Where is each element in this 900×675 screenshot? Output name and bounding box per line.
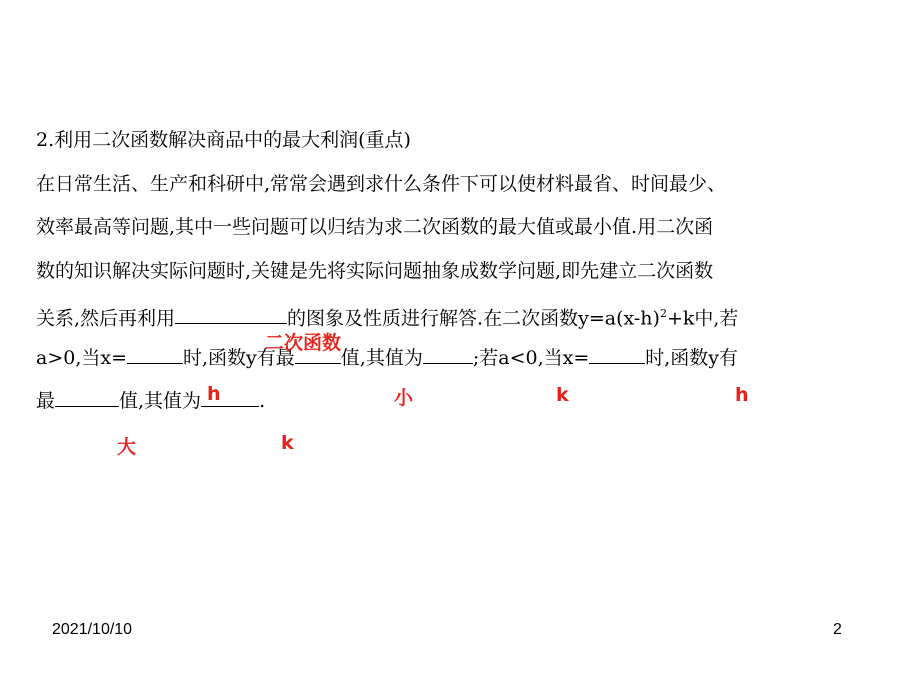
text-segment: 关系,然后再利用	[36, 307, 176, 330]
text-segment: 的图象及性质进行解答.在二次函数y=a(x-h)	[287, 307, 660, 330]
text-segment: 时,函数y有最	[183, 347, 295, 369]
paragraph-line-3: 数的知识解决实际问题时,关键是先将实际问题抽象成数学问题,即先建立二次函数	[36, 260, 714, 282]
section-heading: 2.利用二次函数解决商品中的最大利润(重点)	[36, 129, 411, 151]
fill-blank	[589, 345, 645, 364]
text-segment: 值,其值为	[119, 390, 202, 412]
paragraph-line-4	[36, 301, 738, 331]
text-segment: +k中,若	[666, 307, 739, 330]
paragraph-line-2: 效率最高等问题,其中一些问题可以归结为求二次函数的最大值或最小值.用二次函	[36, 216, 714, 238]
paragraph-line-5	[36, 345, 738, 371]
answer-h-2: h	[735, 384, 749, 406]
superscript: 2	[659, 307, 667, 320]
paragraph-line-1: 在日常生活、生产和科研中,常常会遇到求什么条件下可以使材料最省、时间最少、	[36, 173, 727, 195]
paragraph-line-6	[36, 388, 265, 414]
text-segment: ;若a<0,当x=	[472, 347, 590, 369]
answer-k-1: k	[556, 384, 569, 406]
page-number: 2	[833, 621, 842, 638]
answer-h-1: h	[207, 383, 221, 405]
text-segment: a>0,当x=	[36, 347, 128, 369]
text-segment: 值,其值为	[340, 347, 423, 369]
answer-k-2: k	[281, 432, 294, 454]
answer-min: 小	[394, 387, 414, 409]
answer-max: 大	[117, 436, 137, 458]
footer-date: 2021/10/10	[52, 621, 133, 638]
answer-quadratic-function: 二次函数	[265, 332, 342, 354]
fill-blank	[175, 305, 287, 324]
text-segment: 时,函数y有	[645, 347, 739, 369]
fill-blank	[127, 345, 183, 364]
fill-blank	[55, 388, 119, 407]
text-segment: 最	[36, 390, 56, 412]
fill-blank	[423, 345, 473, 364]
text-segment: .	[259, 390, 266, 412]
